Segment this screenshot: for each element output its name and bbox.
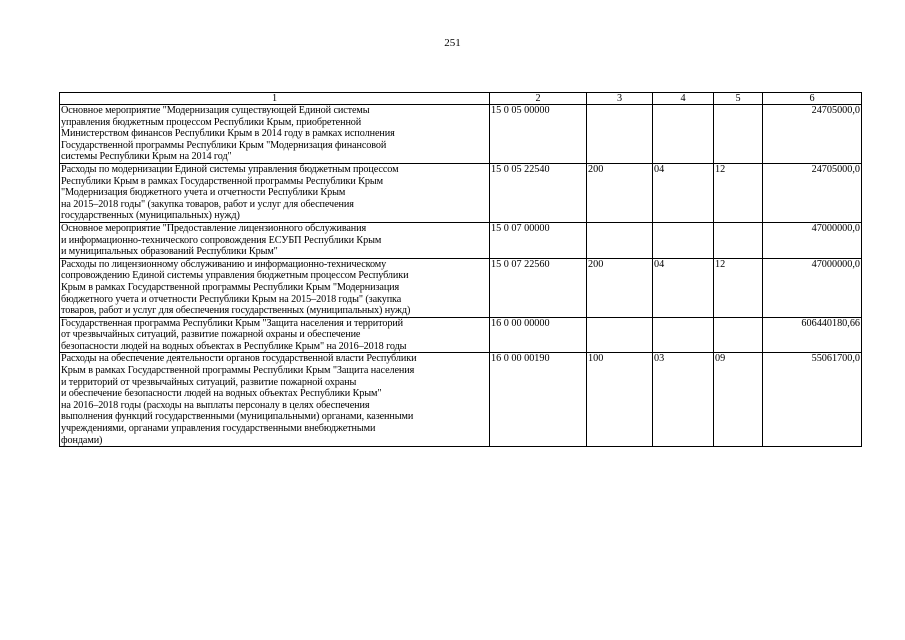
description-line: Расходы по лицензионному обслуживанию и информационно-техническому [61,258,387,270]
row-subsection [714,222,763,258]
row-expense-type [587,222,653,258]
row-target-code: 16 0 00 00190 [490,353,587,447]
column-header-6: 6 [763,93,862,105]
description-line: сопровождению Единой системы управления бюджетным процессом Республики [61,270,409,282]
row-amount: 55061700,0 [763,353,862,447]
row-expense-type [587,317,653,353]
row-target-code: 15 0 07 00000 [490,222,587,258]
row-target-code: 15 0 05 00000 [490,105,587,164]
row-target-code: 15 0 07 22560 [490,258,587,317]
table-row [60,105,862,164]
description-line: учреждениями, органами управления государственными внебюджетными [61,423,376,435]
description-line: Расходы по модернизации Единой системы управления бюджетным процессом [61,163,399,175]
description-line: Крым в рамках Государственной программы Республики Крым "Защита населения [61,365,415,377]
row-description [60,105,490,164]
column-header-3: 3 [587,93,653,105]
description-line: "Модернизация бюджетного учета и отчетности Республики Крым [61,187,346,199]
description-line: безопасности людей на водных объектах в Республике Крым" на 2016–2018 годы [61,340,407,352]
row-section [653,317,714,353]
description-line: Крым в рамках Государственной программы Республики Крым "Модернизация [61,281,400,293]
table-row [60,353,862,447]
description-line: на 2015–2018 годы" (закупка товаров, работ и услуг для обеспечения [61,198,354,210]
description-line: системы Республики Крым на 2014 год" [61,151,232,163]
table-row [60,222,862,258]
row-section: 03 [653,353,714,447]
row-expense-type: 200 [587,163,653,222]
description-line: и территорий от чрезвычайных ситуаций, развитие пожарной охраны [61,376,357,388]
row-description [60,258,490,317]
row-amount: 47000000,0 [763,222,862,258]
row-description [60,163,490,222]
row-subsection: 12 [714,258,763,317]
column-header-1: 1 [60,93,490,105]
budget-table [59,92,862,447]
row-subsection: 12 [714,163,763,222]
description-line: управления бюджетным процессом Республики Крым, приобретенной [61,116,362,128]
row-amount: 47000000,0 [763,258,862,317]
row-expense-type: 200 [587,258,653,317]
row-amount: 606440180,66 [763,317,862,353]
description-line: Министерством финансов Республики Крым в 2014 году в рамках исполнения [61,128,395,140]
row-section [653,105,714,164]
row-description [60,353,490,447]
description-line: Государственная программа Республики Крым "Защита населения и территорий [61,317,404,329]
description-line: фондами) [61,434,103,446]
header-row [60,93,862,105]
table-row [60,258,862,317]
row-description [60,317,490,353]
description-line: и муниципальных образований Республики Крым" [61,246,278,258]
table-row [60,163,862,222]
description-line: товаров, работ и услуг для обеспечения государственных (муниципальных) нужд) [61,305,411,317]
column-header-5: 5 [714,93,763,105]
row-amount: 24705000,0 [763,163,862,222]
description-line: Основное мероприятие "Предоставление лицензионного обслуживания [61,222,367,234]
row-target-code: 16 0 00 00000 [490,317,587,353]
row-target-code: 15 0 05 22540 [490,163,587,222]
description-line: на 2016–2018 годы (расходы на выплаты персоналу в целях обеспечения [61,399,370,411]
row-subsection [714,105,763,164]
page-number: 251 [444,37,461,49]
table-row [60,317,862,353]
description-line: Государственной программы Республики Крым "Модернизация финансовой [61,139,387,151]
description-line: и информационно-технического сопровождения ЕСУБП Республики Крым [61,234,382,246]
row-expense-type [587,105,653,164]
description-line: и обеспечение безопасности людей на водных объектах Республики Крым" [61,388,382,400]
row-subsection [714,317,763,353]
description-line: выполнения функций государственными (муниципальными) органами, казенными [61,411,414,423]
description-line: Республики Крым в рамках Государственной программы Республики Крым [61,175,383,187]
description-line: государственных (муниципальных) нужд) [61,210,240,222]
column-header-4: 4 [653,93,714,105]
row-subsection: 09 [714,353,763,447]
description-line: Основное мероприятие "Модернизация существующей Единой системы [61,105,370,116]
row-section: 04 [653,163,714,222]
row-amount: 24705000,0 [763,105,862,164]
description-line: от чрезвычайных ситуаций, развитие пожарной охраны и обеспечение [61,329,361,341]
description-line: бюджетного учета и отчетности Республики Крым на 2015–2018 годы" (закупка [61,293,402,305]
column-header-2: 2 [490,93,587,105]
row-section [653,222,714,258]
row-expense-type: 100 [587,353,653,447]
row-description [60,222,490,258]
description-line: Расходы на обеспечение деятельности органов государственной власти Республики [61,353,417,365]
row-section: 04 [653,258,714,317]
